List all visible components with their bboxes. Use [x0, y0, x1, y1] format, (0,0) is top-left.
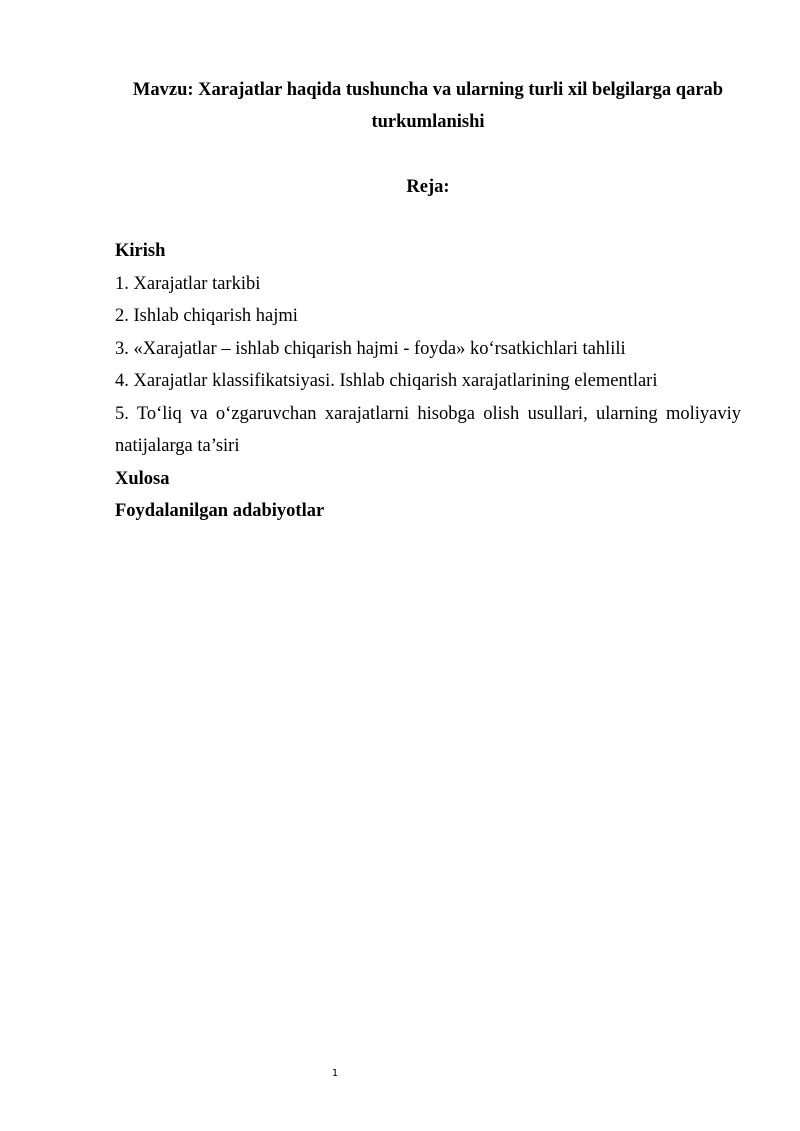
- plan-item-5: 5. To‘liq va o‘zgaruvchan xarajatlarni hisobga olish usullari, ularning moliyaviy natijalarga ta’siri: [115, 403, 741, 456]
- plan-item-4: 4. Xarajatlar klassifikatsiyasi. Ishlab chiqarish xarajatlarining elementlari: [115, 371, 658, 391]
- plan-item-1: 1. Xarajatlar tarkibi: [115, 273, 261, 294]
- document-title: Mavzu: Xarajatlar haqida tushuncha va ularning turli xil belgilarga qarab turkumlanishi: [132, 80, 724, 132]
- page-number: 1: [331, 1068, 339, 1079]
- references-heading: Foydalanilgan adabiyotlar: [115, 501, 325, 521]
- plan-heading: Reja:: [406, 177, 450, 197]
- plan-contents: [115, 235, 741, 528]
- introduction-heading: Kirish: [115, 241, 166, 261]
- plan-item-3: 3. «Xarajatlar – ishlab chiqarish hajmi - foyda» ko‘rsatkichlari tahlili: [115, 338, 626, 359]
- plan-item-2: 2. Ishlab chiqarish hajmi: [115, 306, 298, 326]
- conclusion-heading: Xulosa: [115, 468, 170, 489]
